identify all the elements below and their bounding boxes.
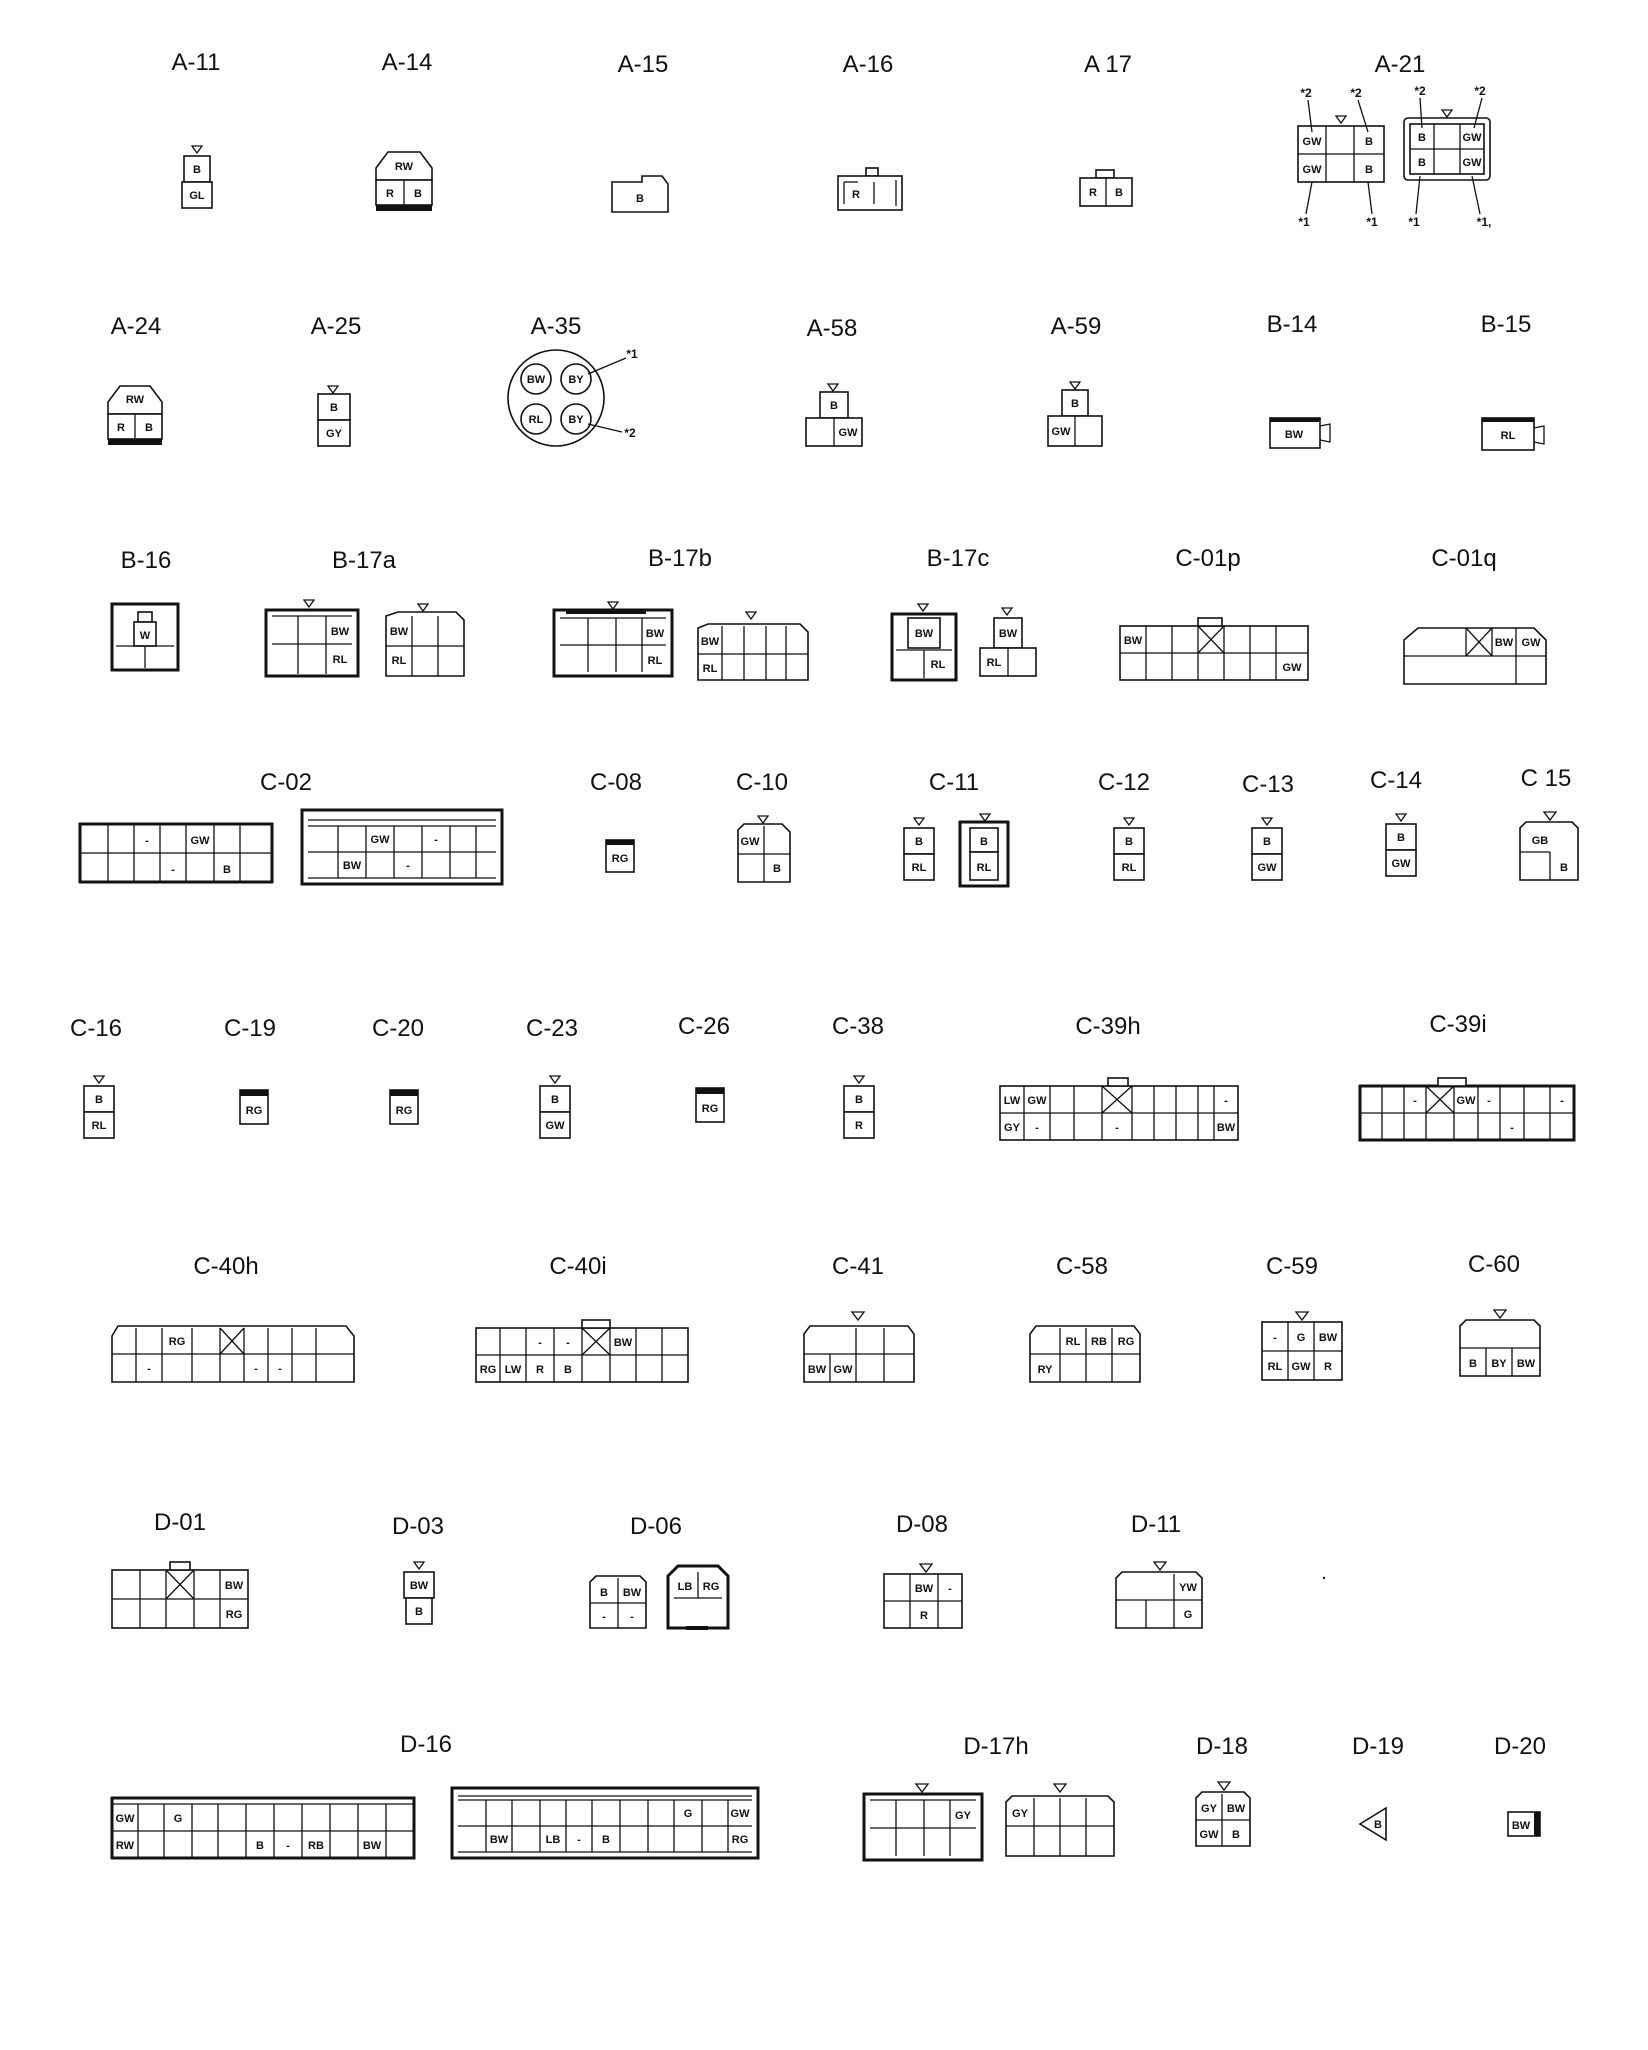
pin-label: B xyxy=(1560,862,1568,874)
connector-b16 xyxy=(112,547,178,670)
connector-d19 xyxy=(1352,1733,1404,1840)
connector-d17h xyxy=(864,1733,1114,1860)
pin-label: RL xyxy=(911,862,927,874)
pin-label: RL xyxy=(528,414,544,426)
pin-label: RL xyxy=(332,654,348,666)
title-a17: A 17 xyxy=(1083,51,1133,78)
pin-label: - xyxy=(278,1363,282,1375)
connector-d08 xyxy=(884,1511,962,1628)
pin-label: B xyxy=(1374,1819,1382,1831)
pin-label: LW xyxy=(504,1364,522,1376)
title-a11: A-11 xyxy=(171,49,221,76)
pin-label: GW xyxy=(545,1120,565,1132)
pin-label: B xyxy=(193,164,201,176)
pin-label: GW xyxy=(1282,662,1302,674)
connector-c59 xyxy=(1262,1253,1342,1380)
pin-label: GW xyxy=(740,836,760,848)
connector-c19 xyxy=(224,1015,276,1124)
pin-label: B xyxy=(600,1587,608,1599)
connector-c39h xyxy=(1000,1013,1238,1140)
pin-label: - xyxy=(147,1363,151,1375)
title-d16: D-16 xyxy=(399,1731,453,1758)
title-c40i: C-40i xyxy=(549,1253,607,1280)
title-a15: A-15 xyxy=(617,51,669,78)
pin-label: RL xyxy=(1121,862,1137,874)
pin-label: - xyxy=(1224,1095,1228,1107)
title-b15: B-15 xyxy=(1480,311,1532,338)
connector-c40i xyxy=(476,1253,688,1382)
pin-label: BW xyxy=(389,626,409,638)
pin-label: - xyxy=(577,1834,581,1846)
pin-label: GB xyxy=(1531,835,1549,847)
pin-label: RL xyxy=(986,657,1002,669)
pin-label: GW xyxy=(838,427,858,439)
connector-b17a xyxy=(266,547,464,676)
pin-label: GW xyxy=(1521,637,1541,649)
connector-a11 xyxy=(172,49,221,208)
pin-label: BW xyxy=(224,1580,244,1592)
pin-label: GY xyxy=(1004,1122,1020,1134)
title-a14: A-14 xyxy=(381,49,433,76)
pin-label: GW xyxy=(1051,426,1071,438)
pin-label: GW xyxy=(1027,1095,1047,1107)
pin-label: B xyxy=(1397,832,1405,844)
pin-label: LB xyxy=(677,1581,693,1593)
pin-label: BY xyxy=(568,374,584,386)
connector-c58 xyxy=(1030,1253,1140,1382)
pin-label: RL xyxy=(647,655,663,667)
connector-b14 xyxy=(1267,311,1330,448)
connector-c02 xyxy=(80,769,502,884)
pin-label: RL xyxy=(1267,1361,1283,1373)
connector-c60 xyxy=(1460,1251,1540,1376)
pin-label: - xyxy=(254,1363,258,1375)
pin-label: RG xyxy=(611,853,629,865)
pin-label: - xyxy=(1035,1122,1039,1134)
connector-d01 xyxy=(112,1509,248,1628)
connector-a15 xyxy=(612,51,668,212)
pin-label: RL xyxy=(1500,430,1516,442)
pin-label: GW xyxy=(1199,1829,1219,1841)
title-c38: C-38 xyxy=(831,1013,885,1040)
note-label: *1, xyxy=(1476,215,1492,229)
connector-d18 xyxy=(1196,1733,1250,1846)
connector-c20 xyxy=(372,1015,424,1124)
pin-label: GY xyxy=(326,428,342,440)
pin-label: - xyxy=(538,1337,542,1349)
title-b17b: B-17b xyxy=(647,545,713,572)
pin-label: RW xyxy=(115,1840,135,1852)
connector-c38 xyxy=(832,1013,884,1138)
connector-a35 xyxy=(508,313,638,446)
pin-label: BW xyxy=(807,1364,827,1376)
pin-label: BY xyxy=(1491,1358,1507,1370)
pin-label: - xyxy=(434,834,438,846)
title-d06: D-06 xyxy=(629,1513,683,1540)
pin-label: BW xyxy=(330,626,350,638)
title-a25: A-25 xyxy=(310,313,362,340)
pin-label: BW xyxy=(409,1580,429,1592)
title-c10: C-10 xyxy=(735,769,789,796)
pin-label: BW xyxy=(1284,429,1304,441)
pin-label: RG xyxy=(479,1364,497,1376)
pin-label: GW xyxy=(1456,1095,1476,1107)
pin-label: - xyxy=(286,1840,290,1852)
title-c39h: C-39h xyxy=(1075,1013,1141,1040)
pin-label: GY xyxy=(955,1810,971,1822)
pin-label: RG xyxy=(168,1336,186,1348)
title-c39i: C-39i xyxy=(1429,1011,1487,1038)
pin-label: BW xyxy=(1318,1332,1338,1344)
title-c26: C-26 xyxy=(677,1013,731,1040)
pin-label: RB xyxy=(1091,1336,1107,1348)
title-c13: C-13 xyxy=(1241,771,1295,798)
note-label: *2 xyxy=(1300,86,1312,100)
title-d01: D-01 xyxy=(153,1509,207,1536)
pin-label: BW xyxy=(1494,637,1514,649)
pin-label: GW xyxy=(190,835,210,847)
pin-label: B xyxy=(330,402,338,414)
connector-d11 xyxy=(1116,1511,1202,1628)
pin-label: BW xyxy=(998,628,1018,640)
title-c11: C-11 xyxy=(928,769,980,796)
connector-b17b xyxy=(554,545,808,680)
pin-label: BW xyxy=(914,628,934,640)
pin-label: R xyxy=(1089,187,1097,199)
pin-label: GW xyxy=(1391,858,1411,870)
title-c41: C-41 xyxy=(831,1253,885,1280)
pin-label: RG xyxy=(225,1609,243,1621)
connector-c12 xyxy=(1098,769,1150,880)
title-c16: C-16 xyxy=(69,1015,123,1042)
title-d08: D-08 xyxy=(895,1511,949,1538)
pin-label: - xyxy=(1510,1122,1514,1134)
pin-label: B xyxy=(1115,187,1123,199)
pin-label: RG xyxy=(701,1103,719,1115)
pin-label: G xyxy=(173,1813,183,1825)
pin-label: B xyxy=(980,836,988,848)
pin-label: GW xyxy=(1291,1361,1311,1373)
pin-label: LB xyxy=(545,1834,561,1846)
pin-label: BW xyxy=(914,1583,934,1595)
pin-label: BW xyxy=(1216,1122,1236,1134)
title-a58: A-58 xyxy=(806,315,858,342)
pin-label: GW xyxy=(115,1813,135,1825)
pin-label: BW xyxy=(1123,635,1143,647)
connector-d20 xyxy=(1494,1733,1546,1836)
note-label: *1 xyxy=(1298,215,1310,229)
pin-label: - xyxy=(1115,1122,1119,1134)
title-b14: B-14 xyxy=(1266,311,1318,338)
connector-c01p xyxy=(1120,545,1308,680)
pin-label: B xyxy=(1418,132,1426,144)
title-c01q: C-01q xyxy=(1431,545,1497,572)
pin-label: B xyxy=(95,1094,103,1106)
title-b17a: B-17a xyxy=(331,547,397,574)
pin-label: RG xyxy=(702,1581,720,1593)
pin-label: B xyxy=(256,1840,264,1852)
connector-c01q xyxy=(1404,545,1546,684)
pin-label: R xyxy=(386,188,394,200)
latch-marker xyxy=(192,146,202,153)
pin-label: B xyxy=(602,1834,610,1846)
title-c14: C-14 xyxy=(1369,767,1423,794)
pin-label: GW xyxy=(833,1364,853,1376)
title-c58: C-58 xyxy=(1055,1253,1109,1280)
pin-label: GW xyxy=(1257,862,1277,874)
pin-label: B xyxy=(564,1364,572,1376)
note-label: *2 xyxy=(624,426,636,440)
note-label: *2 xyxy=(1474,84,1486,98)
note-label: *2 xyxy=(1350,86,1362,100)
title-a21: A-21 xyxy=(1374,51,1426,78)
pin-label: - xyxy=(1413,1095,1417,1107)
note-label: *2 xyxy=(1414,84,1426,98)
pin-label: R xyxy=(855,1120,863,1132)
pin-label: GW xyxy=(1302,136,1322,148)
pin-label: B xyxy=(773,863,781,875)
pin-label: B xyxy=(1232,1829,1240,1841)
title-c19: C-19 xyxy=(223,1015,277,1042)
note-label: *1 xyxy=(1366,215,1378,229)
pin-label: G xyxy=(683,1808,693,1820)
pin-label: BW xyxy=(622,1587,642,1599)
pin-label: BW xyxy=(1516,1358,1536,1370)
pin-label: W xyxy=(139,630,151,642)
pin-label: BY xyxy=(568,414,584,426)
pin-label: - xyxy=(1273,1332,1277,1344)
title-a24: A-24 xyxy=(110,313,162,340)
pin-label: B xyxy=(415,1606,423,1618)
pin-label: BW xyxy=(700,636,720,648)
title-d17h: D-17h xyxy=(963,1733,1029,1760)
connector-a25 xyxy=(311,313,362,446)
pin-label: - xyxy=(145,835,149,847)
pin-label: R xyxy=(1324,1361,1332,1373)
title-c59: C-59 xyxy=(1265,1253,1319,1280)
pin-label: RY xyxy=(1037,1364,1053,1376)
pin-label: RG xyxy=(395,1105,413,1117)
connector-a59 xyxy=(1048,313,1102,446)
pin-label: RW xyxy=(125,394,145,406)
pin-label: B xyxy=(1125,836,1133,848)
connector-c08 xyxy=(590,769,642,872)
pin-label: GW xyxy=(730,1808,750,1820)
pin-label: - xyxy=(602,1611,606,1623)
connector-a17 xyxy=(1080,51,1132,206)
pin-label: B xyxy=(551,1094,559,1106)
connector-b15 xyxy=(1481,311,1544,450)
pin-label: GW xyxy=(1302,164,1322,176)
title-c20: C-20 xyxy=(371,1015,425,1042)
connector-a24 xyxy=(108,313,162,445)
title-d20: D-20 xyxy=(1493,1733,1547,1760)
title-c08: C-08 xyxy=(589,769,643,796)
connector-c40h xyxy=(112,1253,354,1382)
pin-label: RL xyxy=(91,1120,107,1132)
title-d11: D-11 xyxy=(1130,1511,1182,1538)
note-label: *1 xyxy=(1408,215,1420,229)
connector-c26 xyxy=(678,1013,730,1122)
title-c40h: C-40h xyxy=(193,1253,259,1280)
note-label: *1 xyxy=(626,347,638,361)
pin-label: RW xyxy=(394,161,414,173)
connector-c13 xyxy=(1242,771,1294,880)
pin-label: BW xyxy=(489,1834,509,1846)
pin-label: R xyxy=(117,422,125,434)
pin-label: B xyxy=(1263,836,1271,848)
connector-c23 xyxy=(526,1015,578,1138)
title-c15: C 15 xyxy=(1520,765,1572,792)
connector-a16 xyxy=(838,51,902,210)
pin-label: GL xyxy=(189,190,205,202)
connector-d16 xyxy=(112,1731,758,1858)
title-d03: D-03 xyxy=(391,1513,445,1540)
pin-label: RG xyxy=(731,1834,749,1846)
pin-label: BW xyxy=(1226,1803,1246,1815)
pin-label: LW xyxy=(1003,1095,1021,1107)
pin-label: B xyxy=(855,1094,863,1106)
pin-label: RL xyxy=(930,659,946,671)
connector-c11 xyxy=(904,769,1008,886)
pin-label: - xyxy=(1487,1095,1491,1107)
pin-label: GY xyxy=(1012,1808,1028,1820)
pin-label: RG xyxy=(1117,1336,1135,1348)
pin-label: RL xyxy=(1065,1336,1081,1348)
connector-d06 xyxy=(590,1513,728,1630)
title-c23: C-23 xyxy=(525,1015,579,1042)
title-a35: A-35 xyxy=(530,313,582,340)
pin-label: B xyxy=(1469,1358,1477,1370)
pin-label: R xyxy=(920,1610,928,1622)
pin-label: B xyxy=(915,836,923,848)
pin-label: GY xyxy=(1201,1803,1217,1815)
pin-label: B xyxy=(1365,136,1373,148)
pin-label: B xyxy=(414,188,422,200)
title-a59: A-59 xyxy=(1050,313,1102,340)
pin-label: R xyxy=(536,1364,544,1376)
pin-label: - xyxy=(171,864,175,876)
pin-label: - xyxy=(566,1337,570,1349)
connector-c10 xyxy=(736,769,790,882)
pin-label: - xyxy=(630,1611,634,1623)
connector-a58 xyxy=(806,315,862,446)
pin-label: - xyxy=(948,1583,952,1595)
title-d18: D-18 xyxy=(1195,1733,1249,1760)
pin-label: - xyxy=(406,860,410,872)
title-c02: C-02 xyxy=(259,769,313,796)
pin-label: B xyxy=(830,400,838,412)
connector-d03 xyxy=(392,1513,444,1624)
pin-label: B xyxy=(223,864,231,876)
pin-label: GW xyxy=(1462,132,1482,144)
pin-label: GW xyxy=(1462,157,1482,169)
pin-label: B xyxy=(1071,398,1079,410)
title-b16: B-16 xyxy=(120,547,172,574)
connector-c41 xyxy=(804,1253,914,1382)
connector-c15 xyxy=(1520,765,1578,880)
pin-label: GW xyxy=(370,834,390,846)
pin-label: B xyxy=(145,422,153,434)
pin-label: BW xyxy=(645,628,665,640)
pin-label: BW xyxy=(526,374,546,386)
pin-label: RG xyxy=(245,1105,263,1117)
pin-label: BW xyxy=(362,1840,382,1852)
title-a16: A-16 xyxy=(842,51,894,78)
pin-label: BW xyxy=(342,860,362,872)
pin-label: - xyxy=(1560,1095,1564,1107)
pin-label: B xyxy=(1365,164,1373,176)
connector-a21 xyxy=(1298,51,1491,229)
pin-label: YW xyxy=(1179,1582,1197,1594)
pin-label: RL xyxy=(391,655,407,667)
pin-label: BW xyxy=(613,1337,633,1349)
title-d19: D-19 xyxy=(1351,1733,1405,1760)
connector-c39i xyxy=(1360,1011,1574,1140)
speck-mark xyxy=(1323,1577,1325,1579)
pin-label: RB xyxy=(308,1840,324,1852)
pin-label: B xyxy=(1418,157,1426,169)
connector-a14 xyxy=(376,49,432,211)
pin-label: RL xyxy=(702,663,718,675)
connector-c16 xyxy=(70,1015,122,1138)
pin-label: G xyxy=(1296,1332,1306,1344)
pin-label: BW xyxy=(1511,1820,1531,1832)
title-c12: C-12 xyxy=(1097,769,1151,796)
connector-b17c xyxy=(892,545,1036,680)
pin-label: R xyxy=(852,189,860,201)
connector-c14 xyxy=(1370,767,1422,876)
pin-label: G xyxy=(1183,1609,1193,1621)
pin-label: B xyxy=(636,193,644,205)
pin-label: RL xyxy=(976,862,992,874)
title-c01p: C-01p xyxy=(1175,545,1241,572)
title-c60: C-60 xyxy=(1467,1251,1521,1278)
title-b17c: B-17c xyxy=(926,545,990,572)
